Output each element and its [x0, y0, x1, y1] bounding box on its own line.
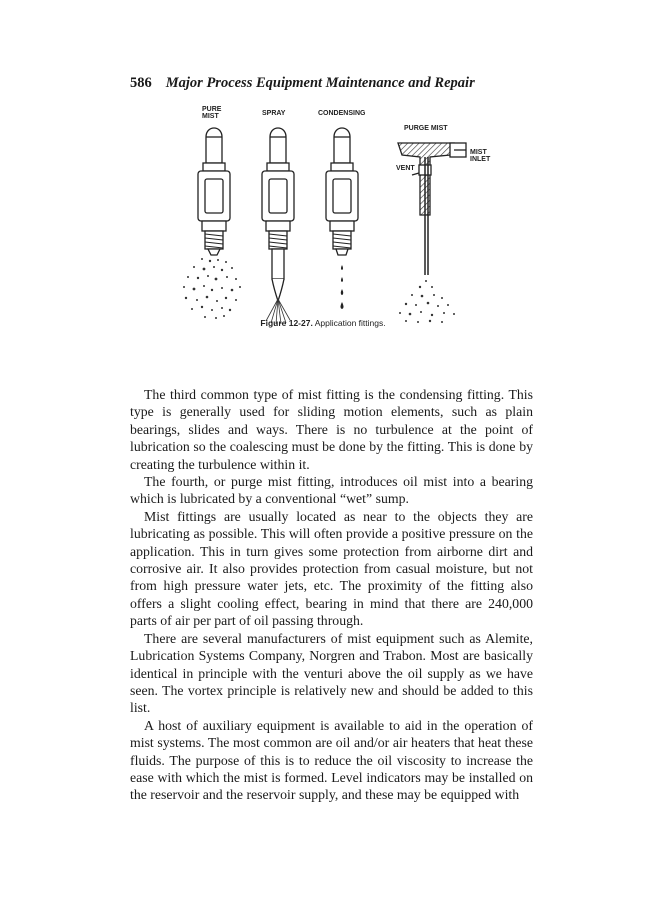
condensed-droplets — [341, 265, 344, 309]
paragraph: A host of auxiliary equipment is available to aid in the operation of mist systems. The most common are oil and/or air heaters that heat these fluids. The purpose of this is to reduce the oil viscosity to increase the ease with which the mist is formed. Level indicators may be installed on the reservoir and the reservoir supply, and these may be equipped with — [130, 717, 533, 803]
page-number: 586 — [130, 75, 152, 91]
purge-mist-cloud — [399, 280, 455, 323]
pure-mist-fitting — [198, 128, 230, 255]
pure-mist-cloud — [183, 258, 241, 319]
condensing-fitting — [326, 128, 358, 255]
figure-caption-text: Application fittings. — [314, 318, 386, 328]
label-purge-mist: PURGE MIST — [404, 125, 448, 132]
paragraph: Mist fittings are usually located as near to the objects they are lubricating as possible. This will often provide a positive pressure on the application. This in turn gives some protection from airborne dirt and corrosive air. It also provides protection from casual moisture, but not from high pressure water jets, etc. The proximity of the fitting also offers a slight cooling effect, bearing in mind that there are 240,000 parts of air per part of oil passing through. — [130, 508, 533, 629]
running-head — [130, 75, 475, 92]
paragraph: The fourth, or purge mist fitting, introduces oil mist into a bearing which is lubricated by a conventional “wet” sump. — [130, 474, 533, 507]
spray-fitting — [262, 128, 294, 301]
label-mist-inlet — [470, 149, 490, 163]
figure-number: Figure 12-27. — [260, 318, 313, 328]
label-mist-inlet-line-1: MIST — [470, 149, 487, 156]
label-condensing: CONDENSING — [318, 110, 366, 117]
body-text — [130, 386, 533, 804]
label-pure-mist-line-1: PURE — [202, 106, 222, 113]
application-fittings-figure — [150, 95, 510, 325]
paragraph: There are several manufacturers of mist equipment such as Alemite, Lubrication Systems Company, Norgren and Trabon. Most are basically identical in principle with the venturi above the oil supply as we have seen. The vortex principle is relatively new and should be added to this list. — [130, 630, 533, 716]
label-spray: SPRAY — [262, 110, 286, 117]
book-title: Major Process Equipment Maintenance and Repair — [165, 75, 475, 91]
label-pure-mist — [202, 106, 221, 120]
label-vent: VENT — [396, 165, 415, 172]
purge-mist-fitting — [398, 143, 466, 275]
figure-caption — [0, 318, 646, 328]
paragraph: The third common type of mist fitting is the condensing fitting. This type is generally used for sliding motion elements, such as plain bearings, slides and ways. There is no turbulence at the point of lubrication so the coalescing must be done by the fitting. This is done by creating the turbulence within it. — [130, 387, 533, 472]
label-mist-inlet-line-2: INLET — [470, 156, 491, 163]
fittings-illustration — [150, 95, 510, 325]
label-pure-mist-line-2: MIST — [202, 113, 219, 120]
